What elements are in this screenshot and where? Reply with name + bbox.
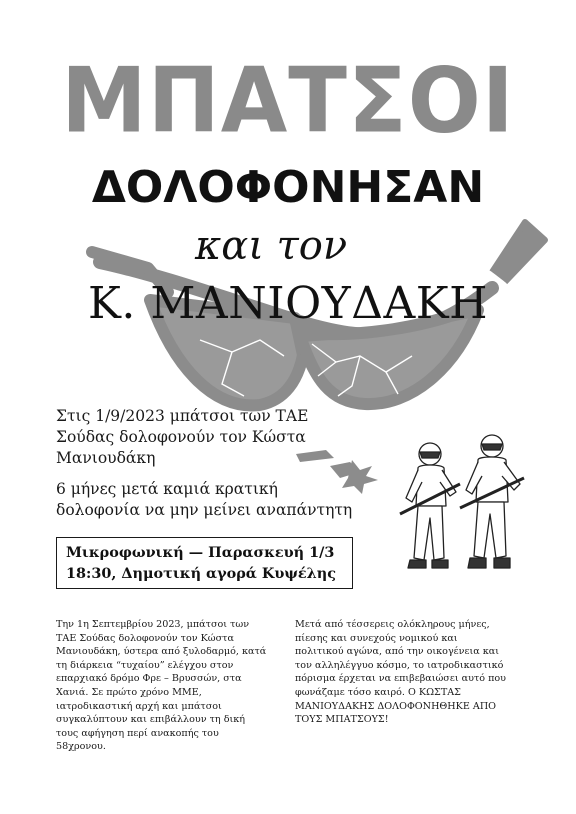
intro-paragraph-1: Στις 1/9/2023 μπάτσοι των ΤΑΕ Σούδας δολοφονούν τον Κώστα Μανιουδάκη <box>56 407 309 467</box>
intro-paragraph-2: 6 μήνες μετά καμιά κρατική δολοφονία να μην μείνει αναπάντητη <box>56 480 353 519</box>
intro-text <box>56 406 356 531</box>
body-column-right: Μετά από τέσσερεις ολόκληρους μήνες, πίεσης και συνεχούς νομικού και πολιτικού αγώνα, από την οικογένεια και τον αλληλέγγυο κόσμο, το ιατροδικαστικό πόρισμα έρχεται να επιβεβαιώσει αυτό που φωνάζαμε τόσο καιρό. Ο ΚΩΣΤΑΣ ΜΑΝΙΟΥΔΑΚΗΣ ΔΟΛΟΦΟΝΗΘΗΚΕ ΑΠΟ ΤΟΥΣ ΜΠΑΤΣΟΥΣ! <box>295 619 506 726</box>
event-announcement <box>56 537 353 589</box>
headline-victim-name: Κ. ΜΑΝΙΟΥΔΑΚΗ <box>88 278 488 329</box>
riot-police-illustration <box>398 428 528 580</box>
body-column-left: Την 1η Σεπτεμβρίου 2023, μπάτσοι των ΤΑΕ Σούδας δολοφονούν τον Κώστα Μανιουδάκη, ύστερα από ξυλοδαρμό, κατά τη διάρκεια “τυχαίου” ελέγχου στον επαρχιακό δρόμο Φρε – Βρυσσών, στα Χανιά. Σε πρώτο χρόνο ΜΜΕ, ιατροδικαστική αρχή και μπάτσοι συγκαλύπτουν και επιβάλλουν τη δική τους αφήγηση περί ανακοπής του 58χρονου. <box>56 619 267 753</box>
headline-and: και τον <box>195 223 348 269</box>
police-officer-left <box>400 443 460 568</box>
event-time-place: 18:30, Δημοτική αγορά Κυψέλης <box>66 565 336 582</box>
headline-police: ΜΠΑΤΣΟΙ <box>61 48 515 154</box>
headline-murdered: ΔΟΛΟΦΟΝΗΣΑΝ <box>91 162 485 213</box>
police-officer-right <box>460 435 524 568</box>
event-title: Μικροφωνική — Παρασκευή 1/3 <box>66 544 335 561</box>
